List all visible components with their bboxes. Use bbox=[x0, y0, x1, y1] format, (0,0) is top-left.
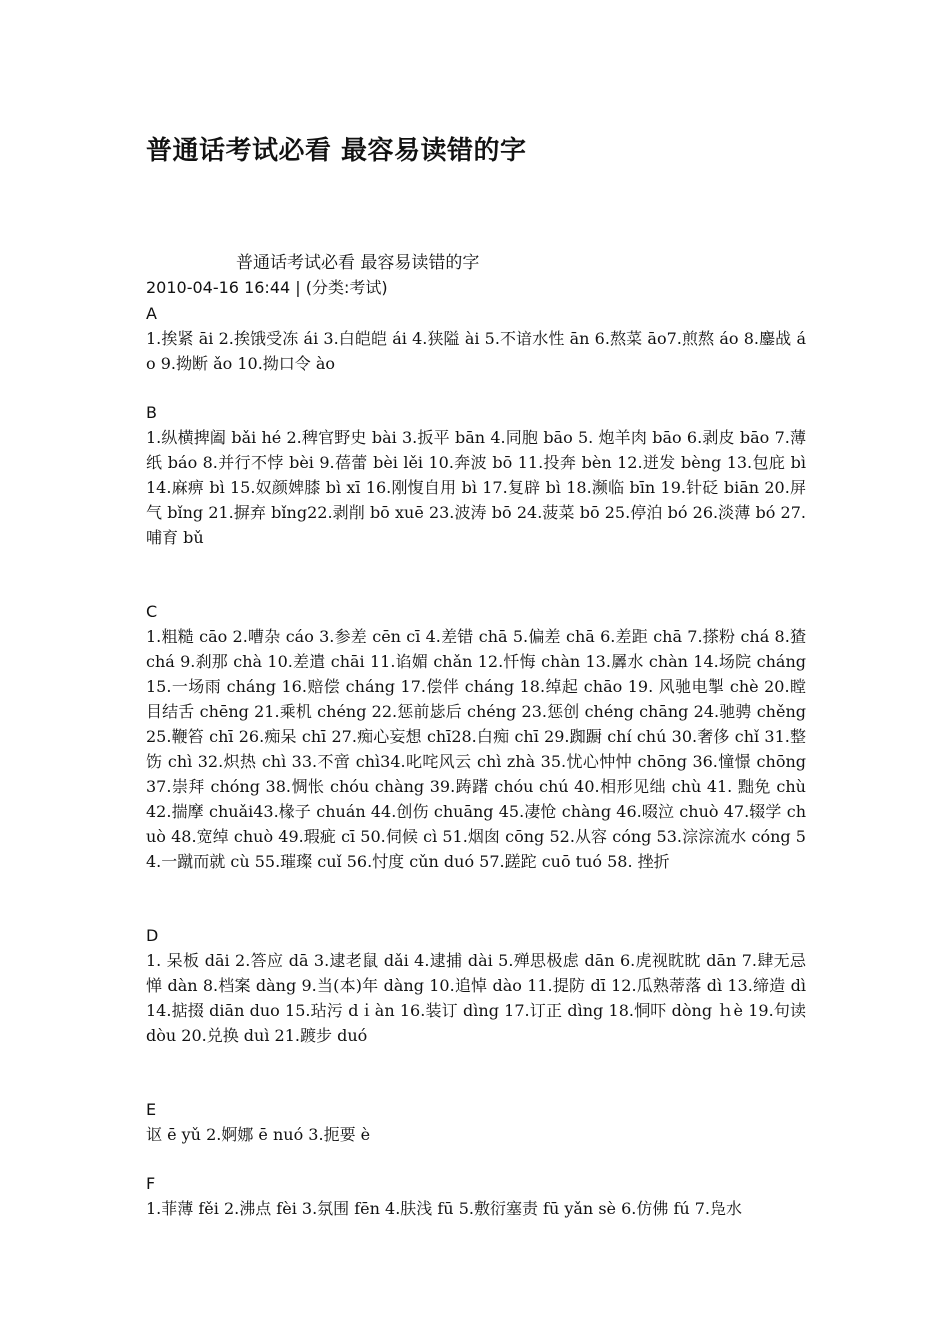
section-letter: F bbox=[146, 1174, 156, 1193]
section-text: 1.粗糙 cāo 2.嘈杂 cáo 3.参差 cēn cī 4.差错 chā 5.偏差 chā 6.差距 chā 7.搽粉 chá 8.猹 chá 9.刹那 chà 10.差遣 chāi 11.谄媚 chǎn 12.忏悔 chàn 13.羼水 chàn 14.场院 cháng 15.一场雨 cháng 16.赔偿 cháng 17.偿伴 cháng 18.绰起 chāo 19. 风驰电掣 chè 20.瞠目结舌 chēng 21.乘机 chéng 22.惩前毖后 chéng 23.惩创 chéng chāng 24.驰骋 chěng 25.鞭笞 chī 26.痴呆 chī 27.痴心妄想 chī28.白痴 chī 29.踟蹰 chí chú 30.奢侈 chǐ 31.整饬 chì 32.炽热 chì 33.不啻 chì34.叱咤风云 chì zhà 35.忧心忡忡 chōng 36.憧憬 chōng 37.崇拜 chóng 38.惆怅 chóu chàng 39.踌躇 chóu chú 40.相形见绌 chù 41. 黜免 chù 42.揣摩 chuǎi43.椽子 chuán 44.创伤 chuāng 45.凄怆 chàng 46.啜泣 chuò 47.辍学 chuò 48.宽绰 chuò 49.瑕疵 cī 50.伺候 cì 51.烟囱 cōng 52.从容 cóng 53.淙淙流水 cóng 54.一蹴而就 cù 55.璀璨 cuǐ 56.忖度 cǔn duó 57.蹉跎 cuō tuó 58. 挫折 bbox=[146, 627, 806, 871]
article-subtitle: 普通话考试必看 最容易读错的字 bbox=[236, 253, 480, 273]
section-letter: C bbox=[146, 602, 158, 621]
section-text: 讴 ē yǔ 2.婀娜 ē nuó 3.扼要 è bbox=[146, 1125, 371, 1144]
section-f bbox=[146, 1171, 806, 1221]
section-e bbox=[146, 1097, 806, 1147]
section-text: 1. 呆板 dāi 2.答应 dā 3.逮老鼠 dǎi 4.逮捕 dài 5.殚思极虑 dān 6.虎视眈眈 dān 7.肆无忌惮 dàn 8.档案 dàng 9.当(本)年 dàng 10.追悼 dào 11.提防 dī 12.瓜熟蒂落 dì 13.缔造 dì 14.掂掇 diān duo 15.玷污 dｉàn 16.装订 dìng 17.订正 dìng 18.恫吓 dòng ｈè 19.句读 dòu 20.兑换 duì 21.踱步 duó bbox=[146, 951, 806, 1045]
section-c bbox=[146, 599, 806, 874]
section-b bbox=[146, 400, 806, 550]
section-letter: B bbox=[146, 403, 157, 422]
section-letter: D bbox=[146, 926, 159, 945]
section-text: 1.纵横捭阖 bǎi hé 2.稗官野史 bài 3.扳平 bān 4.同胞 bāo 5. 炮羊肉 bāo 6.剥皮 bāo 7.薄纸 báo 8.并行不悖 bèi 9.蓓蕾 bèi lěi 10.奔波 bō 11.投奔 bèn 12.迸发 bèng 13.包庇 bì 14.麻痹 bì 15.奴颜婢膝 bì xī 16.刚愎自用 bì 17.复辟 bì 18.濒临 bīn 19.针砭 biān 20.屏气 bǐng 21.摒弃 bǐng22.剥削 bō xuē 23.波涛 bō 24.菠菜 bō 25.停泊 bó 26.淡薄 bó 27.哺育 bǔ bbox=[146, 428, 806, 547]
document-title: 普通话考试必看 最容易读错的字 bbox=[146, 136, 527, 166]
section-text: 1.挨紧 āi 2.挨饿受冻 ái 3.白皑皑 ái 4.狭隘 ài 5.不谙水性 ān 6.熬菜 āo7.煎熬 áo 8.鏖战 áo 9.拗断 ǎo 10.拗口令 ào bbox=[146, 329, 806, 373]
section-text: 1.菲薄 fěi 2.沸点 fèi 3.氛围 fēn 4.肤浅 fū 5.敷衍塞责 fū yǎn sè 6.仿佛 fú 7.凫水 bbox=[146, 1199, 743, 1218]
section-a bbox=[146, 301, 806, 376]
section-letter: A bbox=[146, 304, 157, 323]
section-letter: E bbox=[146, 1100, 157, 1119]
article-meta: 2010-04-16 16:44 | (分类:考试) bbox=[146, 278, 388, 297]
section-d bbox=[146, 923, 806, 1048]
